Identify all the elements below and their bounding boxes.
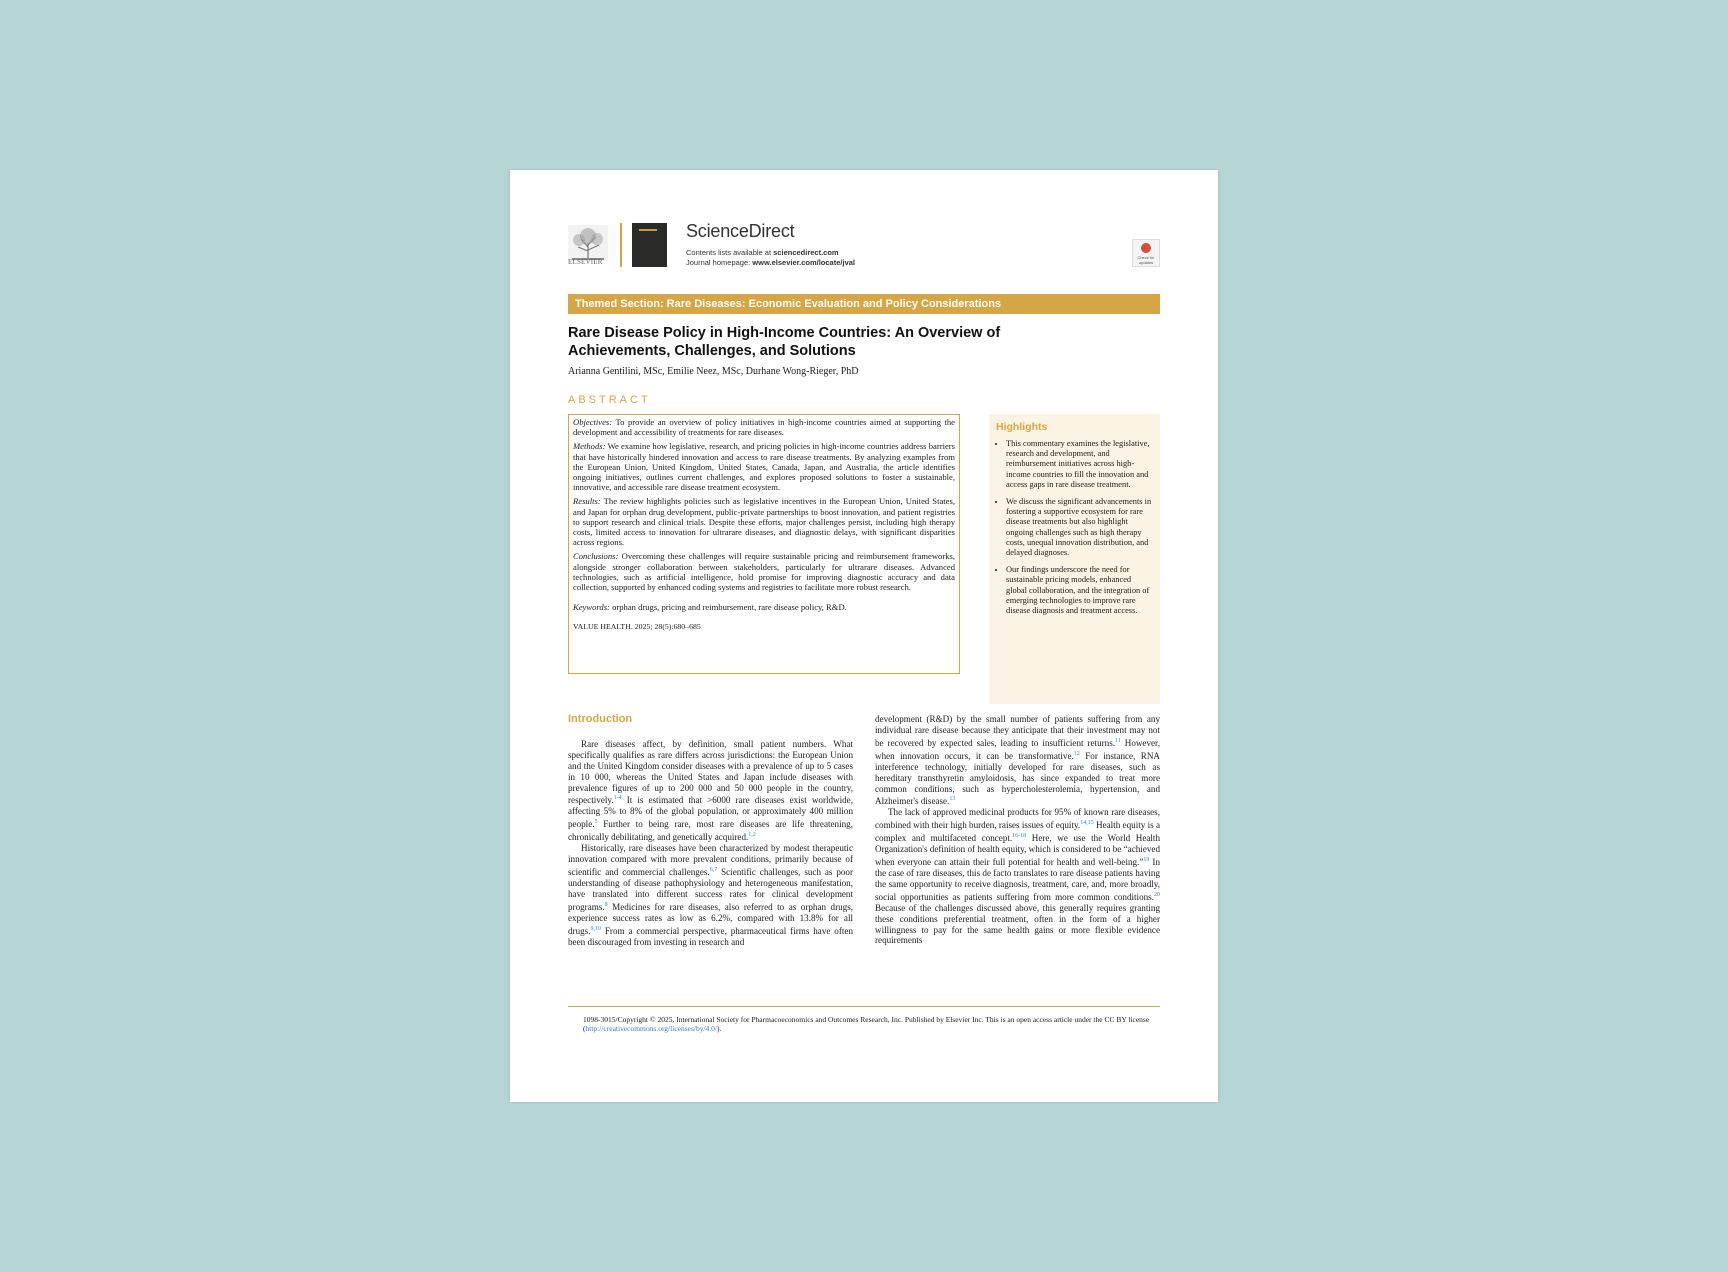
objectives-text: To provide an overview of policy initiatives in high-income countries aimed at supporting the development and accessibility of treatments for rare diseases. [573,417,955,438]
journal-citation: VALUE HEALTH. 2025; 28(5):680–685 [573,622,701,632]
abstract-methods [573,441,955,492]
homepage-line [686,258,855,267]
footer-divider [568,1006,1160,1007]
abstract-keywords [573,602,955,612]
conclusions-text: Overcoming these challenges will require sustainable pricing and reimbursement frameworks, alongside stronger collaboration between stakeholders, particularly for ultrarare diseases. Advanced technologies, such as artificial intelligence, hold promise for improving diagnostic accuracy and data collection, supported by enhanced coding systems and registries to facilitate more robust research. [573,551,956,593]
body-column-right [875,714,1160,946]
paragraph-text: Here, we use the World Health Organization's definition of health equity, which is considered to be “achieved when everyone can attain their full potential for health and well-being.” [875,833,1160,868]
copyright-text: 1098-3015/Copyright © 2025, International Society for Pharmacoeconomics and Outcomes Research, Inc. Published by Elsevier Inc. This is an open access article under the CC BY license ( [583,1015,1150,1033]
methods-label: Methods: [573,441,606,452]
article-title: Rare Disease Policy in High-Income Countries: An Overview of Achievements, Challenges, and Solutions [568,325,1001,359]
intro-paragraph-2 [568,843,853,947]
paragraph-text: development (R&D) by the small number of patients suffering from any individual rare disease because they anticipate that their investment may not be recovered by expected sales, leading to insufficient returns. [875,714,1160,748]
paragraph-text: Historically, rare diseases have been characterized by modest therapeutic innovation compared with more prevalent conditions, primarily because of scientific and commercial challenges. [568,843,853,877]
abstract-conclusions [573,551,955,592]
highlights-box [989,414,1160,704]
reference-link[interactable]: 9,10 [590,925,601,932]
paragraph-text: It is estimated that >6000 rare diseases exist worldwide, affecting 5% to 8% of the global population, or approximately 400 million people. [568,795,853,830]
results-label: Results: [573,496,601,507]
conclusions-label: Conclusions: [573,551,619,562]
paragraph-text: Rare diseases affect, by definition, small patient numbers. What specifically qualifies as rare differs across jurisdictions: the European Union and the United Kingdom consider diseases with a prevalence of up to 5 cases in 10 000, whereas the United States and Japan include diseases with prevalence figures of up to 200 000 and 50 000 people in the country, respectively. [568,738,853,806]
paragraph-text: Health equity is a complex and multifaceted concept. [875,820,1160,844]
body-column-left [568,714,853,947]
journal-homepage-link[interactable]: www.elsevier.com/locate/jval [752,258,855,267]
contents-site-link[interactable]: sciencedirect.com [773,248,839,257]
paragraph-text: Further to being rare, most rare diseases are life threatening, chronically debilitating, and genetically acquired. [568,819,853,843]
reference-link[interactable]: 8 [604,901,608,908]
contents-line [686,248,839,257]
journal-cover-image [632,223,667,267]
reference-link[interactable]: 20 [1154,891,1160,898]
paragraph-text: For instance, RNA interference technology, initially developed for rare diseases, such as hereditary transthyretin amyloidosis, has since expanded to treat more common conditions, such as hypercholesterolemia, hypertension, and Alzheimer's disease. [875,750,1160,807]
reference-link[interactable]: 19 [1143,857,1150,864]
keywords-text: orphan drugs, pricing and reimbursement, rare disease policy, R&D. [612,602,847,613]
article-page [510,170,1218,1102]
introduction-heading: Introduction [568,713,633,725]
reference-link[interactable]: 5 [594,819,598,826]
paragraph-text: Scientific challenges, such as poor understanding of disease pathophysiology and heterogeneous manifestation, have translated into different success rates for clinical development programs. [568,867,854,912]
reference-link[interactable]: 1-4 [613,795,622,802]
contents-prefix: Contents lists available at [686,248,774,257]
check-updates-icon [1141,243,1151,253]
check-for-updates-badge[interactable] [1132,239,1160,267]
highlight-item: • Our findings underscore the need for sustainable pricing models, enhanced global collaboration, and the integration of emerging technologies to improve rare disease diagnosis and treatment access. [1006,565,1153,616]
paragraph-text: However, when innovation occurs, it can be transformative. [875,737,1160,761]
paragraph-text: In the case of rare diseases, this de facto translates to rare disease patients having the same opportunity to receive diagnosis, treatment, care, and, more broadly, social opportunities as patients suffering from more common conditions. [875,857,1160,902]
body-columns [568,714,1160,984]
highlights-list [996,439,1153,616]
reference-link[interactable]: 16-18 [1012,833,1027,840]
themed-section-banner: Themed Section: Rare Diseases: Economic Evaluation and Policy Considerations [568,294,1160,314]
homepage-prefix: Journal homepage: [686,258,753,267]
paragraph-text: The lack of approved medicinal products for 95% of known rare diseases, combined with their high burden, raises issues of equity. [875,807,1160,831]
intro-paragraph-1 [568,739,853,843]
keywords-label: Keywords: [573,602,610,613]
abstract-results [573,496,955,547]
reference-link[interactable]: 12 [1073,750,1080,757]
journal-masthead [568,220,1160,270]
paragraph-text: Because of the challenges discussed above, this generally requires granting these conditions preferential treatment, often in the form of a higher willingness to pay for the same health gains or more flexible evidence requirements [875,902,1160,946]
abstract-heading: ABSTRACT [568,394,651,406]
abstract-box [568,414,960,674]
sciencedirect-brand[interactable]: ScienceDirect [686,221,795,241]
paragraph-text: Medicines for rare diseases, also referred to as orphan drugs, experience success rates as low as 6.2%, compared with 13.8% for all drugs. [568,901,853,936]
highlight-item: • This commentary examines the legislative, research and development, and reimbursement initiatives across high-income countries to fill the innovation and access gaps in rare disease treatment. [1006,439,1153,490]
methods-text: We examine how legislative, research, and pricing policies in high-income countries address barriers that have historically hindered innovation and access to rare disease treatments. By analyzing examples from the European Union, United Kingdom, United States, Canada, Japan, and Australia, the article identifies ongoing initiatives, outlines current challenges, and explores proposed solutions to foster a sustainable, innovative, and accessible rare disease treatment ecosystem. [573,441,955,493]
page-content [568,220,1160,1033]
reference-link[interactable]: 13 [949,796,956,803]
intro-paragraph-3 [875,714,1160,807]
abstract-row [568,414,1160,704]
license-link[interactable]: http://creativecommons.org/licenses/by/4.0/ [585,1024,718,1033]
check-updates-label: Check for updates [1137,255,1155,265]
highlights-title: Highlights [996,421,1048,433]
article-authors: Arianna Gentilini, MSc, Emilie Neez, MSc, Durhane Wong-Rieger, PhD [568,366,859,377]
paragraph-text: From a commercial perspective, pharmaceutical firms have often been discouraged from investing in research and [568,925,853,947]
publisher-name: ELSEVIER [568,258,603,266]
reference-link[interactable]: 11 [1115,737,1121,744]
reference-link[interactable]: 1,2 [748,832,756,839]
copyright-footer [583,1015,1160,1033]
results-text: The review highlights policies such as legislative incentives in the European Union, United States, and Japan for orphan drug development, public-private partnerships to boost innovation, and patient registries to support research and clinical trials. Despite these efforts, major challenges persist, including high therapy costs, limited access to innovation for ultrarare diseases, and diagnostic delays, with significant disparities across regions. [573,496,955,548]
intro-paragraph-4 [875,807,1160,946]
objectives-label: Objectives: [573,417,613,427]
copyright-suffix: ). [717,1024,722,1033]
highlight-item: • We discuss the significant advancements in fostering a supportive ecosystem for rare disease treatments but also highlight ongoing challenges such as high therapy costs, unequal innovation distribution, and delayed diagnoses. [1006,497,1153,558]
abstract-objectives [573,417,955,437]
masthead-divider [620,223,622,267]
reference-link[interactable]: 6,7 [709,866,718,873]
reference-link[interactable]: 14,15 [1080,820,1094,827]
